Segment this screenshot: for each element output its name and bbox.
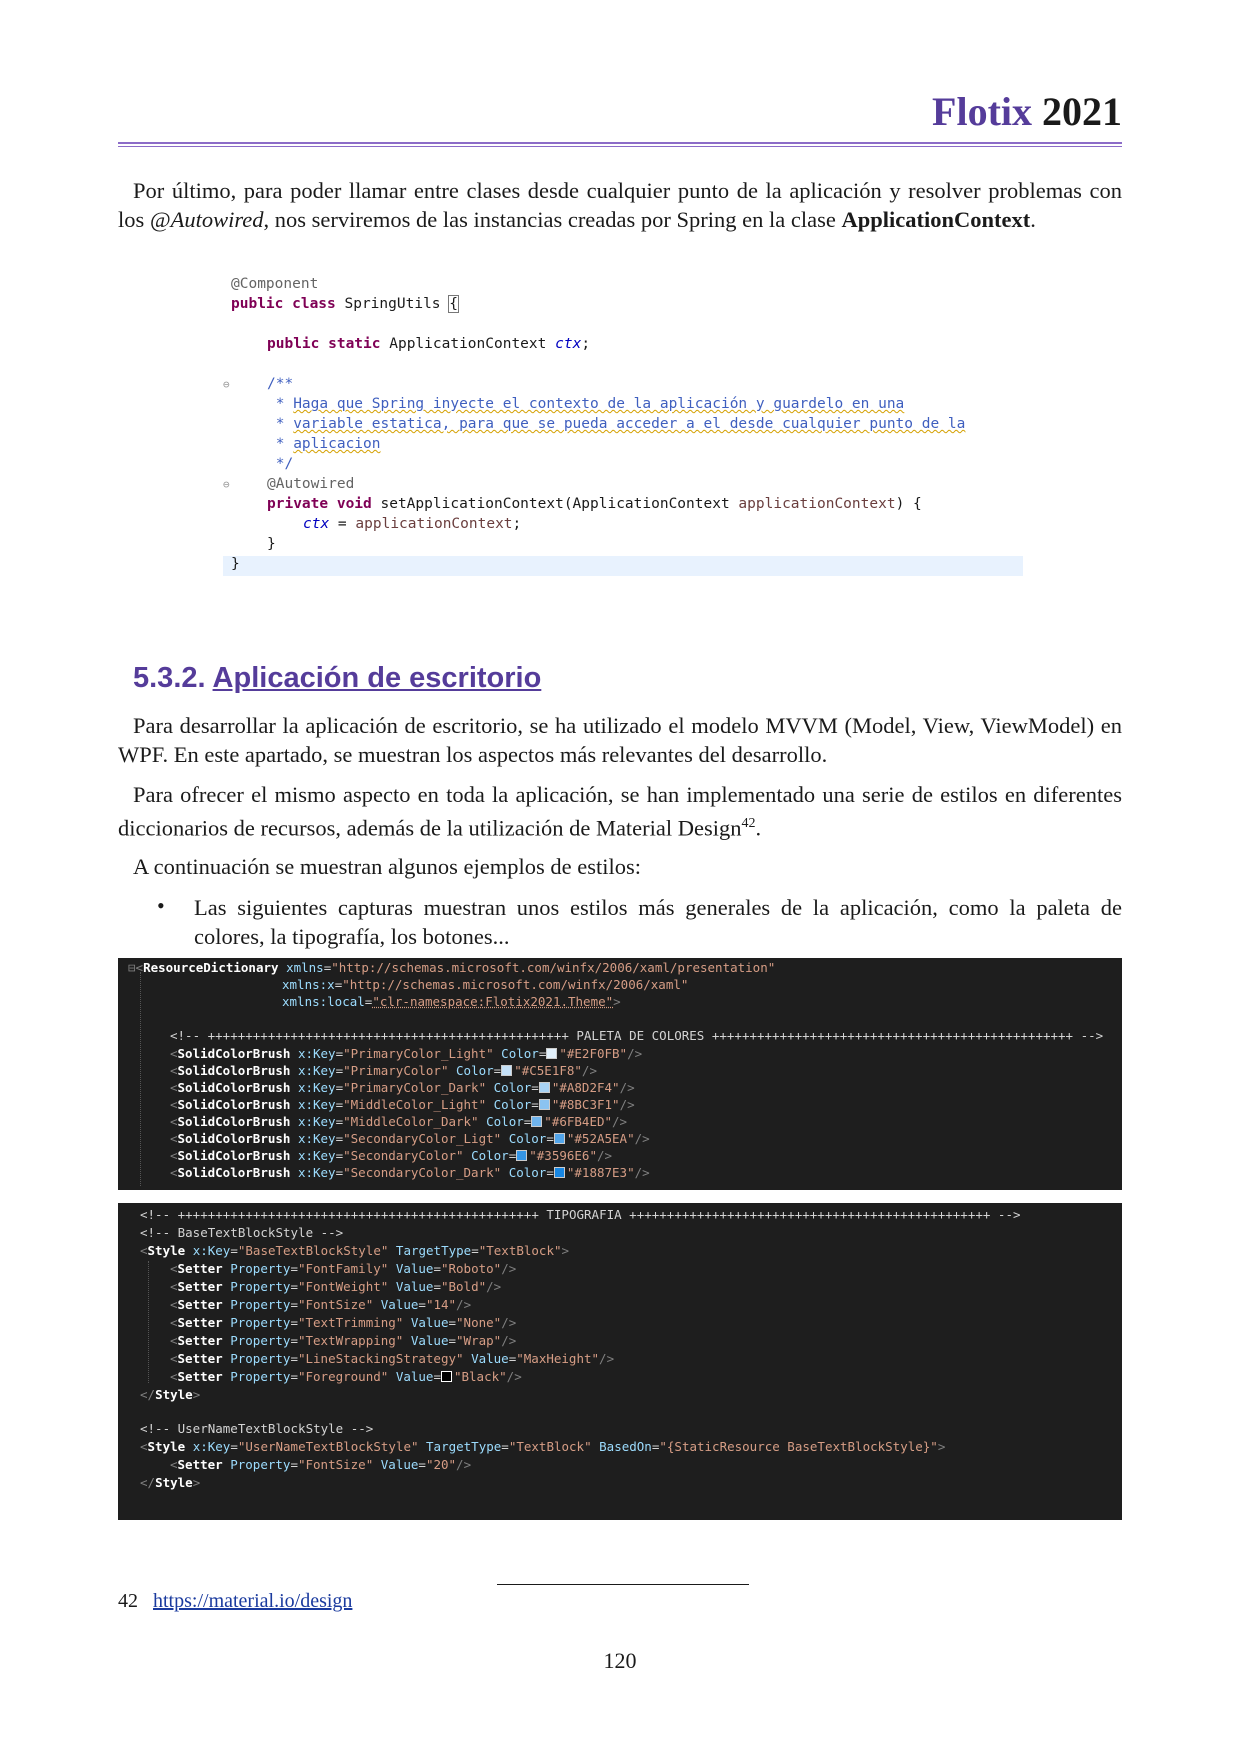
semicolon: ;: [581, 336, 591, 352]
code-line: */: [267, 456, 294, 472]
intro-paragraph: [118, 176, 1122, 234]
attr-value: "#A8D2F4": [551, 1080, 620, 1095]
attr-value: "TextWrapping": [297, 1333, 404, 1348]
code-line: [303, 516, 521, 532]
element: Style: [147, 1439, 186, 1454]
attr-value: "SecondaryColor_Dark": [343, 1165, 502, 1180]
type-name: ApplicationContext: [380, 336, 556, 352]
brush-line: <SolidColorBrush x:Key="SecondaryColor_Ligt" Color= "#52A5EA"/>: [170, 1131, 650, 1146]
assign: =: [329, 516, 356, 532]
paragraph-styles: [118, 780, 1122, 843]
attr-value: "Black": [453, 1369, 507, 1384]
footnote-rule: [497, 1584, 749, 1585]
footnote-ref: 42: [741, 816, 756, 831]
collapse-icon: ⊟<: [128, 960, 144, 975]
element: Setter: [177, 1279, 223, 1294]
attr-value: "#1887E3": [566, 1165, 635, 1180]
element: Setter: [177, 1351, 223, 1366]
color-swatch-icon: [501, 1065, 512, 1076]
color-swatch-icon: [531, 1116, 542, 1127]
color-swatch-icon: [516, 1150, 527, 1161]
brush-line: <SolidColorBrush x:Key="PrimaryColor" Color= "#C5E1F8"/>: [170, 1063, 597, 1078]
class-name: SpringUtils: [335, 296, 450, 312]
attr-value: "PrimaryColor_Dark": [343, 1080, 487, 1095]
attr-value: "Foreground": [297, 1369, 389, 1384]
attr-value: "TextBlock": [478, 1243, 562, 1258]
element: SolidColorBrush: [177, 1114, 291, 1129]
paragraph-text: Para ofrecer el mismo aspecto en toda la aplicación, se han implementado una serie de estilos en diferentes diccionarios de recursos, además de la utilización de Material Design: [118, 782, 1122, 841]
attr-value: "BaseTextBlockStyle": [237, 1243, 389, 1258]
attr-value: "UserNameTextBlockStyle": [237, 1439, 419, 1454]
setter-line: <Setter Property="FontFamily" Value="Roboto"/>: [170, 1261, 517, 1276]
comment-text: Haga que Spring inyecte el contexto de la aplicación y guardelo en una: [293, 396, 905, 412]
indent-guide: [140, 972, 141, 1186]
element: Setter: [177, 1369, 223, 1384]
attr-value: "14": [425, 1297, 457, 1312]
code-line: [267, 416, 965, 432]
bullet-item: Las siguientes capturas muestran unos estilos más generales de la aplicación, como la paleta de colores, la tipografía, los botones...: [194, 895, 1122, 949]
autowired-emphasis: @Autowired: [149, 207, 264, 232]
attr-value: "TextBlock": [508, 1439, 592, 1454]
parameter: applicationContext: [355, 516, 513, 532]
paragraph-end: .: [755, 815, 762, 841]
method-signature: setApplicationContext(ApplicationContext: [371, 496, 739, 512]
xaml-line: <Setter Property="FontSize" Value="20"/>: [170, 1457, 472, 1472]
applicationcontext-strong: ApplicationContext: [841, 207, 1031, 232]
setter-line: <Setter Property="FontWeight" Value="Bold"/>: [170, 1279, 502, 1294]
attr-value: "MiddleColor_Dark": [343, 1114, 479, 1129]
element: SolidColorBrush: [177, 1063, 291, 1078]
semicolon: ;: [512, 516, 522, 532]
current-line-highlight: [223, 556, 1023, 576]
attribute: xmlns:x: [282, 977, 335, 992]
field-name: ctx: [303, 516, 330, 532]
xaml-comment: <!-- UserNameTextBlockStyle -->: [140, 1421, 374, 1436]
footnote-number: 42: [118, 1590, 138, 1612]
footnote: [118, 1590, 352, 1613]
attribute: xmlns: [286, 960, 324, 975]
element: Style: [155, 1475, 193, 1490]
attr-value: "SecondaryColor": [343, 1148, 464, 1163]
signature-end: ) {: [895, 496, 922, 512]
element: Setter: [177, 1333, 223, 1348]
attr-value: "http://schemas.microsoft.com/winfx/2006/xaml": [342, 977, 689, 992]
element: ResourceDictionary: [143, 960, 279, 975]
code-line: [267, 396, 904, 412]
attr-value: "clr-namespace:Flotix2021.Theme": [372, 994, 614, 1009]
brush-line: <SolidColorBrush x:Key="MiddleColor_Dark" Color= "#6FB4ED"/>: [170, 1114, 628, 1129]
attr-value: "TextTrimming": [297, 1315, 404, 1330]
comment-text: aplicacion: [293, 436, 381, 452]
attr-value: "MiddleColor_Light": [343, 1097, 487, 1112]
setter-line: <Setter Property="TextTrimming" Value="None"/>: [170, 1315, 517, 1330]
footnote-link[interactable]: https://material.io/design: [153, 1590, 353, 1612]
intro-end: .: [1030, 207, 1036, 232]
attr-value: "#8BC3F1": [551, 1097, 620, 1112]
tag-close: >: [613, 994, 621, 1009]
brush-line: <SolidColorBrush x:Key="PrimaryColor_Light" Color= "#E2F0FB"/>: [170, 1046, 643, 1061]
document-header: [932, 88, 1122, 135]
element: Setter: [177, 1457, 223, 1472]
setter-line: <Setter Property="FontSize" Value="14"/>: [170, 1297, 472, 1312]
brush-line: <SolidColorBrush x:Key="SecondaryColor" Color= "#3596E6"/>: [170, 1148, 613, 1163]
attr-value: "PrimaryColor": [343, 1063, 449, 1078]
attribute: xmlns:local: [282, 994, 365, 1009]
attr-value: "None": [456, 1315, 502, 1330]
xaml-comment: <!-- ++++++++++++++++++++++++++++++++++++++++++++++++ PALETA DE COLORES ++++++++++++++++++++++++++++++++++++++++++++++++ -->: [170, 1028, 1104, 1043]
section-title: Aplicación de escritorio: [212, 662, 542, 694]
code-line: }: [231, 556, 240, 572]
paragraph-examples: A continuación se muestran algunos ejemplos de estilos:: [133, 854, 642, 879]
section-heading: [133, 662, 541, 695]
header-year: 2021: [1042, 89, 1122, 134]
attr-value: "{StaticResource BaseTextBlockStyle}": [659, 1439, 938, 1454]
xaml-line: </Style>: [140, 1475, 201, 1490]
element: SolidColorBrush: [177, 1131, 291, 1146]
bullet-icon: •: [157, 893, 165, 918]
xaml-comment: <!-- ++++++++++++++++++++++++++++++++++++++++++++++++ TIPOGRAFIA ++++++++++++++++++++++++++++++++++++++++++++++++ -->: [140, 1207, 1021, 1222]
xaml-line: xmlns:x="http://schemas.microsoft.com/winfx/2006/xaml": [282, 977, 689, 992]
element: Setter: [177, 1261, 223, 1276]
code-line: @Autowired: [267, 476, 355, 492]
attr-value: "FontWeight": [297, 1279, 389, 1294]
element: SolidColorBrush: [177, 1148, 291, 1163]
code-line: [267, 336, 590, 352]
attr-value: "#E2F0FB": [559, 1046, 628, 1061]
attr-value: "PrimaryColor_Light": [343, 1046, 494, 1061]
paragraph-mvvm: Para desarrollar la aplicación de escritorio, se ha utilizado el modelo MVVM (Model, View, ViewModel) en WPF. En este apartado, se muestran los aspectos más relevantes del desarrollo.: [118, 713, 1122, 767]
element: Setter: [177, 1315, 223, 1330]
attr-value: "#3596E6": [529, 1148, 597, 1163]
setter-line: <Setter Property="LineStackingStrategy" Value="MaxHeight"/>: [170, 1351, 615, 1366]
xaml-comment: <!-- BaseTextBlockStyle -->: [140, 1225, 344, 1240]
keyword: public class: [231, 296, 336, 312]
attr-value: "MaxHeight": [516, 1351, 600, 1366]
parameter: applicationContext: [738, 496, 896, 512]
color-swatch-icon: [539, 1082, 550, 1093]
brush-line: <SolidColorBrush x:Key="PrimaryColor_Dark" Color= "#A8D2F4"/>: [170, 1080, 635, 1095]
color-swatch-icon: [554, 1167, 565, 1178]
attr-value: "#C5E1F8": [514, 1063, 582, 1078]
code-line: @Component: [231, 276, 319, 292]
section-number: 5.3.2.: [133, 662, 206, 694]
field-name: ctx: [555, 336, 582, 352]
brush-line: <SolidColorBrush x:Key="SecondaryColor_Dark" Color= "#1887E3"/>: [170, 1165, 650, 1180]
attr-value: "#52A5EA": [566, 1131, 635, 1146]
code-line: [267, 496, 922, 512]
attr-value: "Bold": [440, 1279, 487, 1294]
header-rule-thin: [118, 146, 1122, 147]
attr-value: "http://schemas.microsoft.com/winfx/2006/xaml/presentation": [331, 960, 776, 975]
color-swatch-icon: [441, 1371, 452, 1382]
color-swatch-icon: [554, 1133, 565, 1144]
attr-value: "SecondaryColor_Ligt": [343, 1131, 502, 1146]
keyword: public static: [267, 336, 381, 352]
setter-line: <Setter Property="Foreground" Value= "Black"/>: [170, 1369, 522, 1384]
xaml-palette-screenshot: [118, 958, 1122, 1190]
xaml-typography-screenshot: [118, 1203, 1122, 1520]
header-rule: [118, 142, 1122, 144]
attr-value: "#6FB4ED": [544, 1114, 613, 1129]
intro-text-2: , nos serviremos de las instancias creadas por Spring en la clase: [263, 207, 842, 232]
brace: {: [449, 296, 458, 312]
code-line: [267, 436, 381, 452]
page-number: 120: [603, 1648, 637, 1673]
brush-line: <SolidColorBrush x:Key="MiddleColor_Light" Color= "#8BC3F1"/>: [170, 1097, 635, 1112]
element: Style: [147, 1243, 186, 1258]
element: SolidColorBrush: [177, 1046, 291, 1061]
color-swatch-icon: [539, 1099, 550, 1110]
header-brand: Flotix: [932, 89, 1032, 134]
element: SolidColorBrush: [177, 1165, 291, 1180]
comment-prefix: *: [267, 436, 294, 452]
keyword: private void: [267, 496, 372, 512]
xaml-line: <Style x:Key="BaseTextBlockStyle" TargetType="TextBlock">: [140, 1243, 570, 1258]
attr-value: "LineStackingStrategy": [297, 1351, 464, 1366]
element: Setter: [177, 1297, 223, 1312]
element: SolidColorBrush: [177, 1080, 291, 1095]
attr-value: "20": [425, 1457, 457, 1472]
intro-text: Por último, para poder llamar entre clases desde cualquier punto de la aplicación y resolver problemas con los: [118, 178, 1122, 232]
comment-prefix: *: [267, 396, 294, 412]
code-line: /**: [267, 376, 294, 392]
indent-guide: [148, 1261, 149, 1383]
setter-line: <Setter Property="TextWrapping" Value="Wrap"/>: [170, 1333, 517, 1348]
xaml-line: ⊟<ResourceDictionary xmlns="http://schemas.microsoft.com/winfx/2006/xaml/presentation": [128, 960, 776, 975]
code-line: [231, 296, 458, 312]
fold-marker: ⊖: [223, 378, 230, 391]
color-swatch-icon: [546, 1048, 557, 1059]
xaml-line: xmlns:local="clr-namespace:Flotix2021.Theme">: [282, 994, 621, 1009]
element: Style: [155, 1387, 193, 1402]
fold-marker: ⊖: [223, 478, 230, 491]
java-code-screenshot: [223, 272, 1023, 577]
comment-text: variable estatica, para que se pueda acceder a el desde cualquier punto de la: [293, 416, 966, 432]
xaml-line: </Style>: [140, 1387, 201, 1402]
code-line: }: [267, 536, 276, 552]
attr-value: "FontSize": [297, 1457, 374, 1472]
element: SolidColorBrush: [177, 1097, 291, 1112]
attr-value: "FontFamily": [297, 1261, 389, 1276]
attr-value: "Roboto": [440, 1261, 502, 1276]
comment-prefix: *: [267, 416, 294, 432]
attr-value: "Wrap": [456, 1333, 502, 1348]
xaml-line: <Style x:Key="UserNameTextBlockStyle" TargetType="TextBlock" BasedOn="{StaticResource BaseTextBlockStyle}">: [140, 1439, 946, 1454]
attr-value: "FontSize": [297, 1297, 374, 1312]
